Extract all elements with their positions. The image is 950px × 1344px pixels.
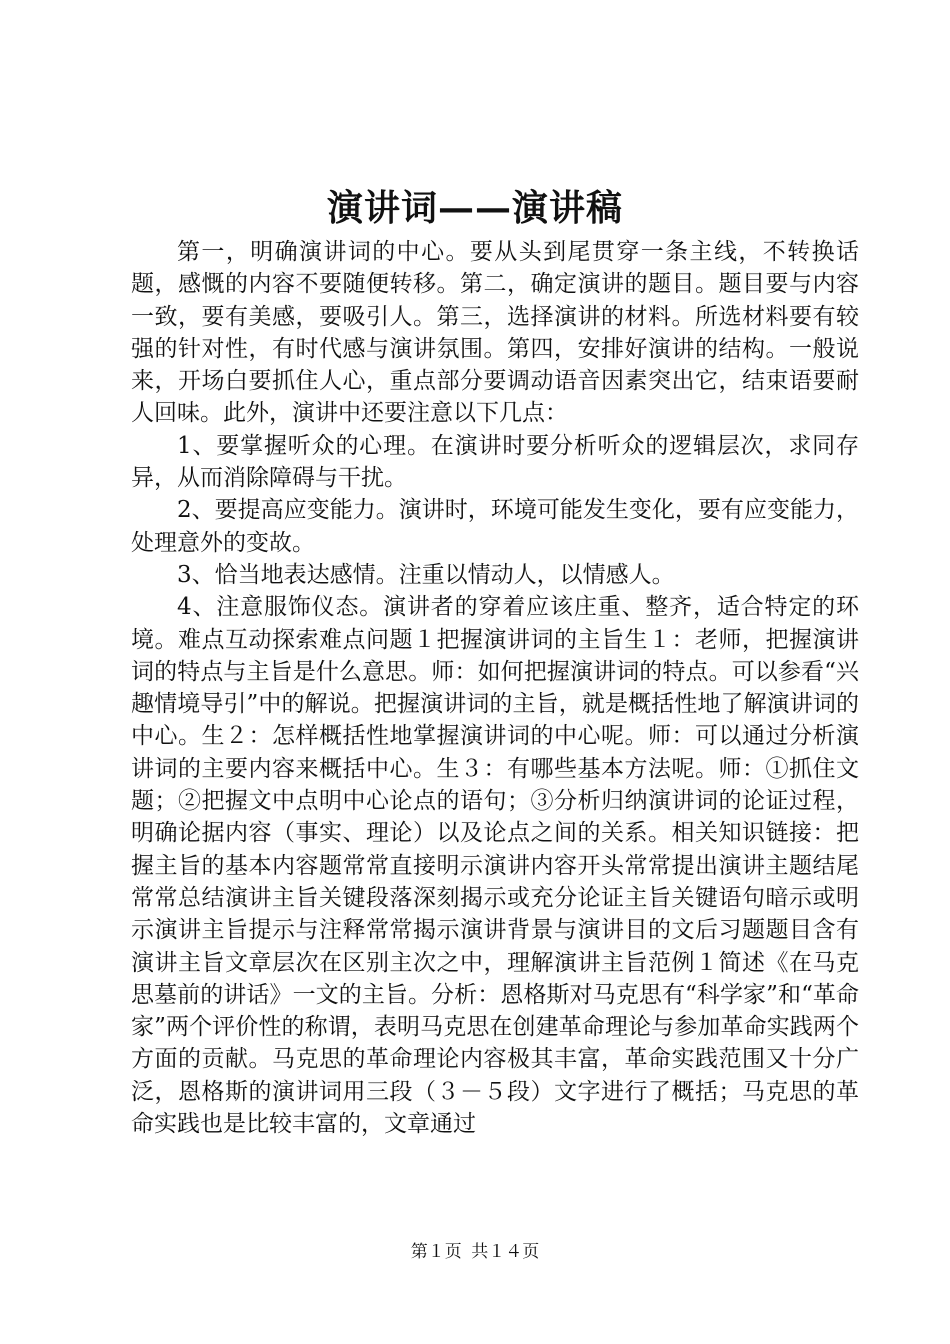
paragraph-point-4: 4、注意服饰仪态。演讲者的穿着应该庄重、整齐，适合特定的环境。难点互动探索难点问题１把握演讲词的主旨生１：老师，把握演讲词的特点与主旨是什么意思。师：如何把握演讲词的特点。可以参看“兴趣情境导引”中的解说。把握演讲词的主旨，就是概括性地了解演讲词的中心。生２：怎样概括性地掌握演讲词的中心呢。师：可以通过分析演讲词的主要内容来概括中心。生３：有哪些基本方法呢。师：①抓住文题；②把握文中点明中心论点的语句；③分析归纳演讲词的论证过程，明确论据内容（事实、理论）以及论点之间的关系。相关知识链接：把握主旨的基本内容题常常直接明示演讲内容开头常常提出演讲主题结尾常常总结演讲主旨关键段落深刻揭示或充分论证主旨关键语句暗示或明示演讲主旨提示与注释常常揭示演讲背景与演讲目的文后习题题目含有演讲主旨文章层次在区别主次之中，理解演讲主旨范例１简述《在马克思墓前的讲话》一文的主旨。分析：恩格斯对马克思有“科学家”和“革命家”两个评价性的称谓，表明马克思在创建革命理论与参加革命实践两个方面的贡献。马克思的革命理论内容极其丰富，革命实践范围又十分广泛，恩格斯的演讲词用三段（３－５段）文字进行了概括；马克思的革命实践也是比较丰富的，文章通过 xyxy=(131,594,859,1138)
page-total: 共１４页 xyxy=(471,1242,540,1262)
document-title: 演讲词——演讲稿 xyxy=(326,187,623,229)
paragraph-point-1: 1、要掌握听众的心理。在演讲时要分析听众的逻辑层次，求同存异，从而消除障碍与干扰。 xyxy=(131,432,859,492)
document-body xyxy=(131,236,859,1140)
paragraph-point-3: 3、恰当地表达感情。注重以情动人，以情感人。 xyxy=(177,561,675,588)
paragraph-intro: 第一，明确演讲词的中心。要从头到尾贯穿一条主线，不转换话题，感慨的内容不要随便转移。第二，确定演讲的题目。题目要与内容一致，要有美感，要吸引人。第三，选择演讲的材料。所选材料要有较强的针对性，有时代感与演讲氛围。第四，安排好演讲的结构。一般说来，开场白要抓住人心，重点部分要调动语音因素突出它，结束语要耐人回味。此外，演讲中还要注意以下几点： xyxy=(131,239,859,427)
page-footer xyxy=(0,1240,950,1264)
paragraph-point-2: 2、要提高应变能力。演讲时，环境可能发生变化，要有应变能力，处理意外的变故。 xyxy=(131,497,859,556)
page-number: 第１页 xyxy=(410,1242,462,1262)
